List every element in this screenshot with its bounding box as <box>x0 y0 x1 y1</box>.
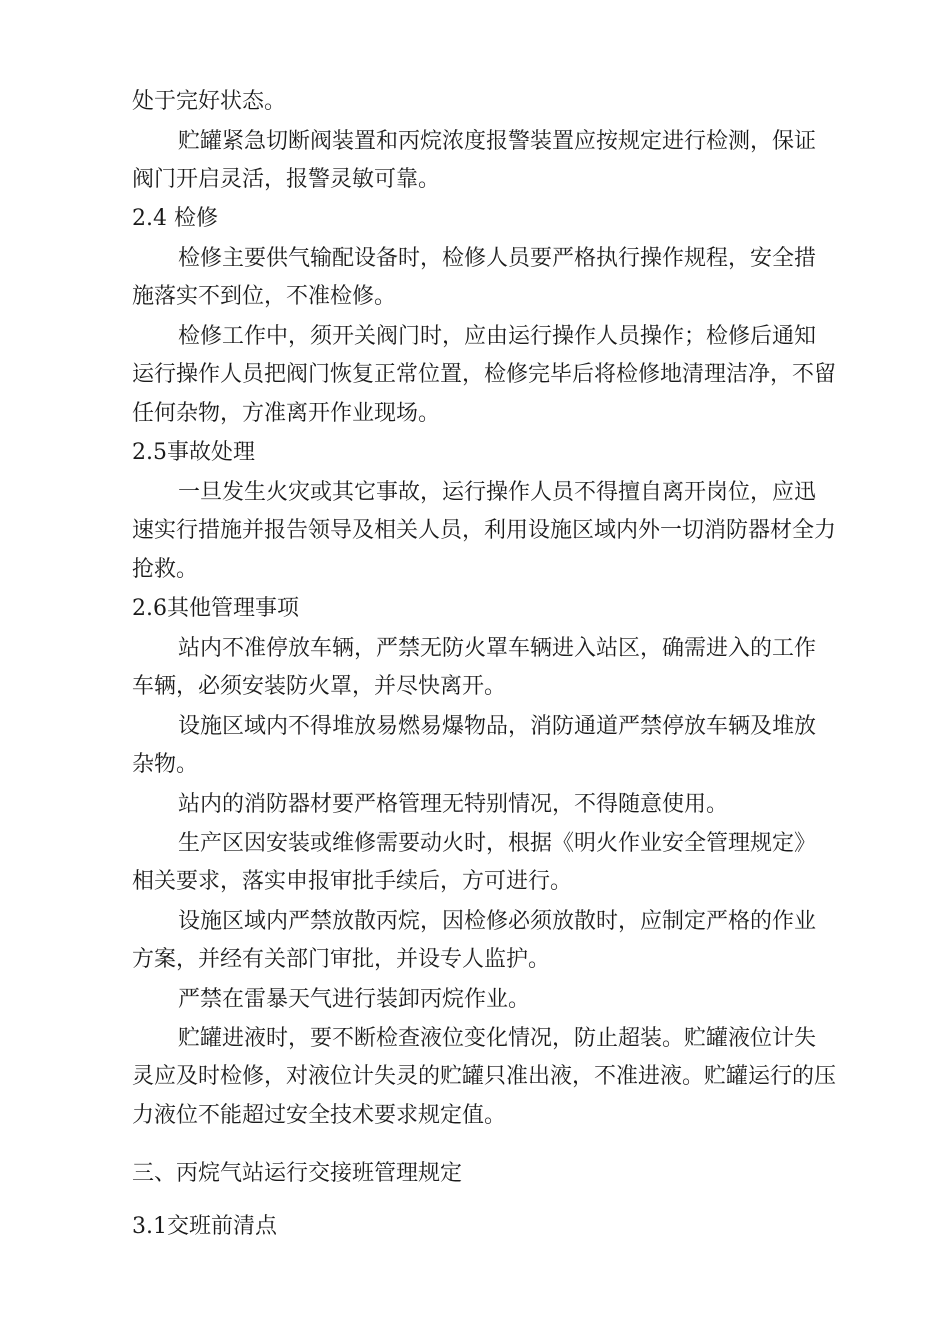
paragraph-line: 抢救。 <box>132 557 199 582</box>
section-heading: 2.6其他管理事项 <box>132 596 299 621</box>
paragraph-line: 方案，并经有关部门审批，并设专人监护。 <box>132 947 551 972</box>
paragraph-line: 施落实不到位，不准检修。 <box>132 284 397 309</box>
paragraph-line: 一旦发生火灾或其它事故，运行操作人员不得擅自离开岗位，应迅 <box>178 480 817 505</box>
paragraph-line: 运行操作人员把阀门恢复正常位置，检修完毕后将检修地清理洁净，不留 <box>132 362 837 387</box>
paragraph-line: 处于完好状态。 <box>132 89 287 114</box>
paragraph-line: 贮罐紧急切断阀装置和丙烷浓度报警装置应按规定进行检测，保证 <box>178 129 817 154</box>
paragraph-line: 站内的消防器材要严格管理无特别情况，不得随意使用。 <box>178 792 729 817</box>
paragraph-line: 贮罐进液时，要不断检查液位变化情况，防止超装。贮罐液位计失 <box>178 1026 817 1051</box>
paragraph-line: 速实行措施并报告领导及相关人员，利用设施区域内外一切消防器材全力 <box>132 518 837 543</box>
paragraph-line: 站内不准停放车辆，严禁无防火罩车辆进入站区，确需进入的工作 <box>178 636 817 661</box>
paragraph-line: 相关要求，落实申报审批手续后，方可进行。 <box>132 869 573 894</box>
paragraph-line: 杂物。 <box>132 752 199 777</box>
paragraph-line: 力液位不能超过安全技术要求规定值。 <box>132 1103 507 1128</box>
section-heading: 2.5事故处理 <box>132 440 255 465</box>
paragraph-line: 检修主要供气输配设备时，检修人员要严格执行操作规程，安全措 <box>178 246 817 271</box>
paragraph-line: 阀门开启灵活，报警灵敏可靠。 <box>132 167 441 192</box>
paragraph-line: 设施区域内严禁放散丙烷，因检修必须放散时，应制定严格的作业 <box>178 909 817 934</box>
paragraph-line: 灵应及时检修，对液位计失灵的贮罐只准出液，不准进液。贮罐运行的压 <box>132 1064 837 1089</box>
paragraph-line: 生产区因安装或维修需要动火时，根据《明火作业安全管理规定》 <box>178 831 817 856</box>
section-heading: 3.1交班前清点 <box>132 1214 277 1239</box>
paragraph-line: 任何杂物，方准离开作业现场。 <box>132 401 441 426</box>
paragraph-line: 设施区域内不得堆放易燃易爆物品，消防通道严禁停放车辆及堆放 <box>178 714 817 739</box>
paragraph-line: 严禁在雷暴天气进行装卸丙烷作业。 <box>178 987 531 1012</box>
chapter-heading: 三、丙烷气站运行交接班管理规定 <box>132 1161 463 1186</box>
paragraph-line: 检修工作中，须开关阀门时，应由运行操作人员操作；检修后通知 <box>178 324 817 349</box>
paragraph-line: 车辆，必须安装防火罩，并尽快离开。 <box>132 674 507 699</box>
section-heading: 2.4 检修 <box>132 206 218 231</box>
